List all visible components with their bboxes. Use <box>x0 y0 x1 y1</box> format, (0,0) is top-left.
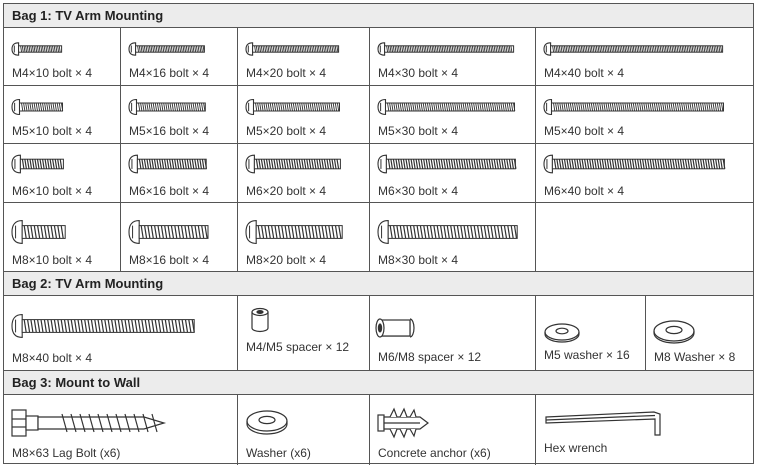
bolt-icon <box>129 100 205 115</box>
bolt-icon <box>378 155 516 173</box>
bolt-label: M4×16 bolt × 4 <box>129 66 210 80</box>
bolt-icon <box>12 155 63 173</box>
bolt-label: M4×20 bolt × 4 <box>246 66 327 80</box>
anchor-label: Concrete anchor (x6) <box>378 446 491 460</box>
bag2-header: Bag 2: TV Arm Mounting <box>4 272 753 296</box>
bolt-cell-m8x40 <box>4 296 238 371</box>
bag3-header: Bag 3: Mount to Wall <box>4 371 753 395</box>
bolt-icon <box>378 43 514 55</box>
bolt-label: M6×20 bolt × 4 <box>246 184 327 198</box>
bolt-label: M6×10 bolt × 4 <box>12 184 93 198</box>
empty-cell <box>536 203 753 272</box>
bolt-cell-m4x16 <box>121 28 238 86</box>
washer-label: Washer (x6) <box>246 446 311 460</box>
bolt-cell-m4x40 <box>536 28 753 86</box>
bolt-label: M8×10 bolt × 4 <box>12 253 93 267</box>
bolt-cell-m6x16 <box>121 144 238 203</box>
bolt-label: M4×40 bolt × 4 <box>544 66 625 80</box>
bolt-label: M4×30 bolt × 4 <box>378 66 459 80</box>
washer-label: M8 Washer × 8 <box>654 350 736 364</box>
bolt-icon <box>129 43 204 55</box>
bolt-cell-m6x20 <box>238 144 370 203</box>
spacer-small-icon <box>238 296 370 371</box>
bolt-icon <box>378 100 515 115</box>
bolt-icon <box>12 43 62 55</box>
bolt-cell-m6x30 <box>370 144 536 203</box>
spacer-label: M6/M8 spacer × 12 <box>378 350 482 364</box>
bolt-label: M6×40 bolt × 4 <box>544 184 625 198</box>
lag-bolt-cell <box>4 395 238 465</box>
bolt-label: M6×16 bolt × 4 <box>129 184 210 198</box>
bolt-icon <box>544 100 724 115</box>
bolt-cell-m5x10 <box>4 86 121 144</box>
bolt-label: M5×10 bolt × 4 <box>12 124 93 138</box>
hex-wrench-cell <box>536 395 753 465</box>
bolt-icon <box>129 221 208 244</box>
spacer-small-cell <box>238 296 370 371</box>
spacer-label: M4/M5 spacer × 12 <box>246 340 350 354</box>
bolt-label: M5×20 bolt × 4 <box>246 124 327 138</box>
bolt-cell-m5x20 <box>238 86 370 144</box>
bolt-cell-m6x10 <box>4 144 121 203</box>
bolt-label: M8×30 bolt × 4 <box>378 253 459 267</box>
bolt-cell-m8x16 <box>121 203 238 272</box>
bolt-label: M4×10 bolt × 4 <box>12 66 93 80</box>
bolt-label: M5×40 bolt × 4 <box>544 124 625 138</box>
bolt-label: M8×20 bolt × 4 <box>246 253 327 267</box>
hardware-sheet <box>3 3 754 464</box>
bolt-cell-m8x10 <box>4 203 121 272</box>
bolt-icon <box>12 315 194 338</box>
bolt-label: M8×40 bolt × 4 <box>12 351 93 365</box>
washer-m8-cell <box>646 296 753 371</box>
bolt-cell-m6x40 <box>536 144 753 203</box>
concrete-anchor-cell <box>370 395 536 465</box>
lag-bolt-label: M8×63 Lag Bolt (x6) <box>12 446 121 460</box>
bolt-icon <box>129 155 206 173</box>
bolt-cell-m4x20 <box>238 28 370 86</box>
bolt-icon <box>544 155 725 173</box>
bolt-cell-m5x40 <box>536 86 753 144</box>
bolt-icon <box>12 100 63 115</box>
spacer-large-cell <box>370 296 536 371</box>
bolt-label: M5×16 bolt × 4 <box>129 124 210 138</box>
washer-label: M5 washer × 16 <box>544 348 630 362</box>
washer-m5-cell <box>536 296 646 371</box>
hex-wrench-label: Hex wrench <box>544 441 608 455</box>
bolt-cell-m5x30 <box>370 86 536 144</box>
bolt-cell-m4x30 <box>370 28 536 86</box>
bolt-label: M5×30 bolt × 4 <box>378 124 459 138</box>
bolt-icon <box>246 100 340 115</box>
bolt-cell-m5x16 <box>121 86 238 144</box>
bolt-label: M8×16 bolt × 4 <box>129 253 210 267</box>
bolt-icon <box>12 221 65 244</box>
bolt-cell-m8x30 <box>370 203 536 272</box>
bolt-icon <box>378 221 517 244</box>
bolt-icon <box>544 43 723 55</box>
bolt-icon <box>246 221 342 244</box>
bolt-icon <box>246 43 339 55</box>
bolt-icon <box>246 155 340 173</box>
washer-large-cell <box>238 395 370 465</box>
bolt-cell-m4x10 <box>4 28 121 86</box>
bag1-header: Bag 1: TV Arm Mounting <box>4 4 753 28</box>
bolt-label: M6×30 bolt × 4 <box>378 184 459 198</box>
bolt-cell-m8x20 <box>238 203 370 272</box>
